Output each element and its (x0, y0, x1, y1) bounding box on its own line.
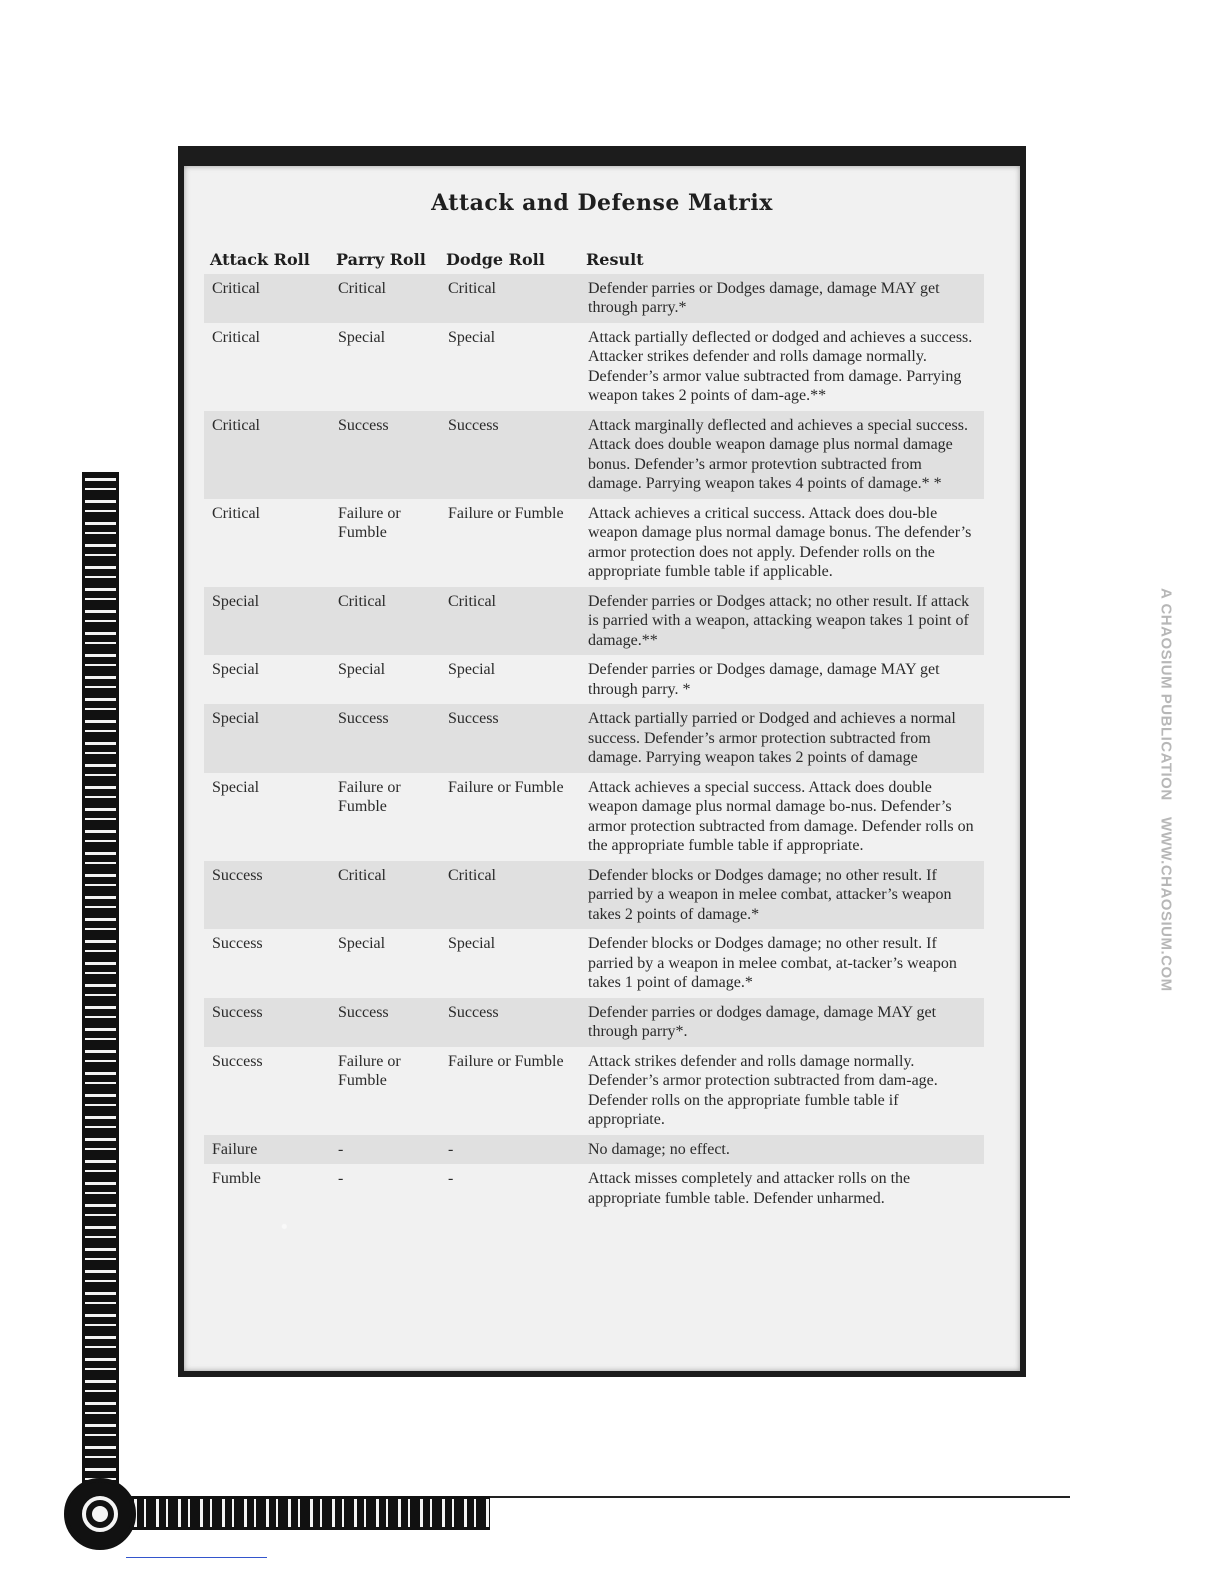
dodge-roll-cell: - (448, 1170, 454, 1187)
footer-rule (490, 1496, 1070, 1498)
parry-roll-cell: Success (330, 998, 440, 1047)
attack-roll-cell: Special (212, 778, 260, 796)
attack-roll-cell: Failure (204, 1135, 330, 1165)
parry-roll-cell: Critical (330, 861, 440, 930)
footer-link-underline (126, 1557, 267, 1558)
parry-roll-cell: Special (338, 935, 386, 952)
table-row (204, 1047, 984, 1135)
parry-roll-cell: Failure or Fumble (338, 778, 401, 815)
result-cell: Attack partially deflected or dodged and achieves a success. Attacker strikes defender and rolls damage normally. Defender’s armor value subtracted from damage. Parrying weapon takes 2 points of dam-age.** (588, 328, 973, 404)
website-text: WWW.CHAOSIUM.COM (1157, 816, 1175, 992)
dodge-roll-cell: Success (440, 704, 580, 773)
attack-roll-cell: Critical (204, 274, 330, 323)
matrix-table (204, 250, 984, 1213)
table-row (204, 274, 984, 323)
table-row (204, 323, 984, 411)
table-row (204, 929, 984, 998)
celtic-knot-border-icon (82, 472, 119, 1502)
table-row (204, 704, 984, 773)
parry-roll-cell: Special (338, 328, 386, 346)
dodge-roll-cell: Critical (440, 861, 580, 930)
result-cell: Defender parries or Dodges attack; no other result. If attack is parried with a weapon, attacking weapon takes 1 point of damage.** (580, 587, 984, 656)
table-row (204, 998, 984, 1047)
attack-roll-cell: Critical (212, 328, 260, 346)
result-cell: Defender parries or Dodges damage, damage MAY get through parry. * (588, 661, 940, 698)
column-header-parry-roll: Parry Roll (336, 250, 426, 269)
dodge-roll-cell: Success (440, 998, 580, 1047)
dodge-roll-cell: Success (440, 411, 580, 499)
attack-roll-cell: Special (204, 587, 330, 656)
parry-roll-cell: - (338, 1170, 344, 1187)
table-row (204, 411, 984, 499)
column-header-result: Result (586, 250, 644, 269)
celtic-knot-corner-icon (64, 1478, 136, 1550)
result-cell: Attack partially parried or Dodged and achieves a normal success. Defender’s armor protection subtracted from damage. Parrying weapon takes 2 points of damage (580, 704, 984, 773)
table-row (204, 1164, 984, 1213)
table-row (204, 587, 984, 656)
dodge-roll-cell: Failure or Fumble (448, 778, 564, 796)
dodge-roll-cell: Failure or Fumble (448, 504, 564, 522)
dodge-roll-cell: Critical (440, 274, 580, 323)
publisher-text: A CHAOSIUM PUBLICATION (1157, 588, 1175, 801)
parry-roll-cell: Critical (330, 274, 440, 323)
publisher-sidebar (1151, 588, 1181, 992)
dodge-roll-cell: Special (448, 661, 496, 678)
result-cell: Defender parries or Dodges damage, damage MAY get through parry.* (580, 274, 984, 323)
parry-roll-cell: Failure or Fumble (338, 1052, 401, 1089)
result-cell: Attack achieves a critical success. Attack does dou-ble weapon damage plus normal damage bonus. The defender’s armor protection does not apply. Defender rolls on the appropriate fumble table if applicable. (588, 504, 972, 580)
dodge-roll-cell: Critical (440, 587, 580, 656)
table-row (204, 861, 984, 930)
attack-roll-cell: Success (212, 1052, 263, 1070)
result-cell: Attack marginally deflected and achieves a special success. Attack does double weapon damage plus normal damage bonus. Defender’s armor protevtion subtracted from damage. Parrying weapon takes 4 points of damage.* * (580, 411, 984, 499)
dodge-roll-cell: Special (448, 935, 496, 952)
parry-roll-cell: Critical (330, 587, 440, 656)
parry-roll-cell: Special (338, 661, 386, 678)
table-header-row (204, 250, 984, 274)
attack-roll-cell: Special (204, 704, 330, 773)
result-cell: No damage; no effect. (580, 1135, 984, 1165)
result-cell: Attack misses completely and attacker rolls on the appropriate fumble table. Defender unharmed. (588, 1170, 911, 1207)
dodge-roll-cell: - (440, 1135, 580, 1165)
table-row (204, 655, 984, 704)
result-cell: Defender blocks or Dodges damage; no other result. If parried by a weapon in melee combat, at-tacker’s weapon takes 1 point of damage.* (588, 935, 957, 991)
matrix-title: Attack and Defense Matrix (431, 190, 773, 216)
attack-roll-cell: Critical (212, 504, 260, 522)
attack-roll-cell: Critical (204, 411, 330, 499)
parry-roll-cell: Success (330, 411, 440, 499)
result-cell: Attack achieves a special success. Attack does double weapon damage plus normal damage bo-nus. Defender’s armor protection subtracted from damage. Defender rolls on the appropriate fumble table if appropriate. (588, 778, 974, 854)
result-cell: Defender blocks or Dodges damage; no other result. If parried by a weapon in melee combat, attacker’s weapon takes 2 points of damage.* (580, 861, 984, 930)
parry-roll-cell: Success (330, 704, 440, 773)
attack-roll-cell: Success (212, 935, 263, 952)
table-row (204, 773, 984, 861)
dodge-roll-cell: Failure or Fumble (448, 1052, 564, 1070)
parry-roll-cell: - (330, 1135, 440, 1165)
attack-roll-cell: Success (204, 998, 330, 1047)
result-cell: Attack strikes defender and rolls damage normally. Defender’s armor protection subtracted from dam-age. Defender rolls on the appropriate fumble table if appropriate. (588, 1052, 938, 1128)
parry-roll-cell: Failure or Fumble (338, 504, 401, 541)
dodge-roll-cell: Special (448, 328, 496, 346)
attack-roll-cell: Success (204, 861, 330, 930)
result-cell: Defender parries or dodges damage, damage MAY get through parry*. (580, 998, 984, 1047)
column-header-attack-roll: Attack Roll (210, 250, 310, 269)
celtic-knot-border-icon (128, 1496, 490, 1530)
table-row (204, 499, 984, 587)
attack-roll-cell: Special (212, 661, 260, 678)
column-header-dodge-roll: Dodge Roll (446, 250, 545, 269)
attack-defense-matrix (178, 146, 1026, 1377)
table-row (204, 1135, 984, 1165)
attack-roll-cell: Fumble (212, 1170, 261, 1187)
